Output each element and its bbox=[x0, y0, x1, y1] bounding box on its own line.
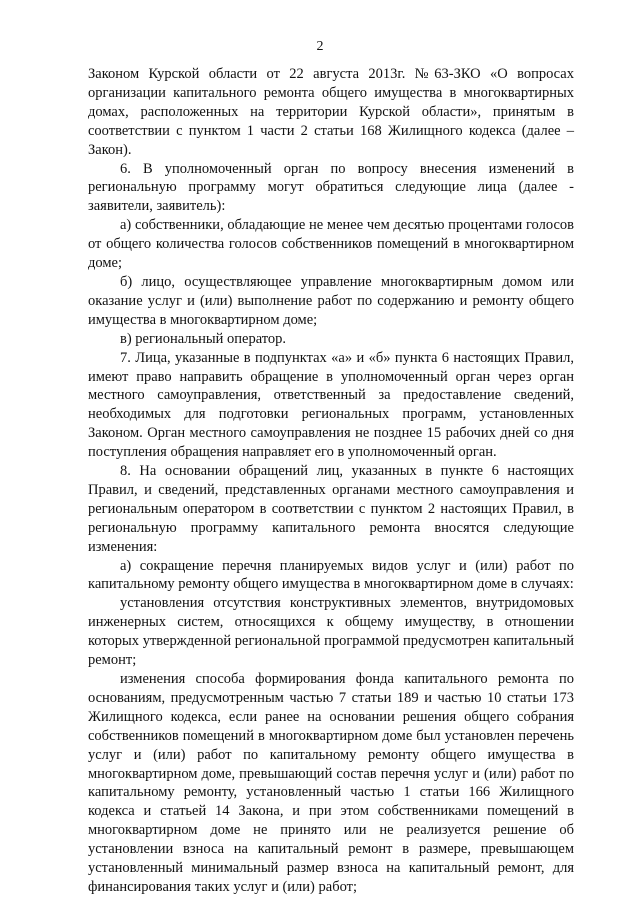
paragraph-item-8a: а) сокращение перечня планируемых видов услуг и (или) работ по капитальному ремонту общего имущества в многоквартирном доме в случаях: bbox=[88, 557, 574, 593]
paragraph-item-6: 6. В уполномоченный орган по вопросу внесения изменений в региональную программу могут обратиться следующие лица (далее - заявители, заявитель): bbox=[88, 160, 574, 215]
paragraph-item-7: 7. Лица, указанные в подпунктах «а» и «б» пункта 6 настоящих Правил, имеют право направить обращение в уполномоченный орган через орган местного самоуправления, ответственный за предоставление сведений, необходимых для подготовки региональных программ, установленных Законом. Орган местного самоуправления не позднее 15 рабочих дней со дня поступления обращения направляет его в уполномоченный орган. bbox=[88, 349, 574, 461]
paragraph-law-reference: Законом Курской области от 22 августа 2013г. №63-ЗКО «О вопросах организации капитального ремонта общего имущества в многоквартирных домах, расположенных на территории Курской области», принятым в соответствии с пунктом 1 части 2 статьи 168 Жилищного кодекса (далее – Закон). bbox=[88, 66, 574, 158]
paragraph-item-6b: б) лицо, осуществляющее управление многоквартирным домом или оказание услуг и (или) выполнение работ по содержанию и ремонту общего имущества в многоквартирном доме; bbox=[88, 273, 574, 328]
paragraph-item-6a: а) собственники, обладающие не менее чем десятью процентами голосов от общего количества голосов собственников помещений в многоквартирном доме; bbox=[88, 217, 574, 272]
paragraph-case-fund-change: изменения способа формирования фонда капитального ремонта по основаниям, предусмотренным частью 7 статьи 189 и частью 10 статьи 173 Жилищного кодекса, если ранее на основании решения общего собрания собственников помещений в многоквартирном доме был установлен перечень услуг и (или) работ по капитальному ремонту общего имущества в многоквартирном доме, превышающий состав перечня услуг и (или) работ по капитальному ремонту, установленный частью 1 статьи 166 Жилищного кодекса и статьей 14 Закона, и при этом собственниками помещений в многоквартирном доме не принято или не реализуется решение об установлении взноса на капитальный ремонт в размере, превышающем установленный минимальный размер взноса на капитальный ремонт, для финансирования таких услуг и (или) работ; bbox=[88, 671, 574, 895]
paragraph-case-missing-elements: установления отсутствия конструктивных элементов, внутридомовых инженерных систем, относящихся к общему имуществу, в отношении которых утвержденной региональной программой предусмотрен капитальный ремонт; bbox=[88, 595, 574, 669]
paragraph-item-8: 8. На основании обращений лиц, указанных в пункте 6 настоящих Правил, и сведений, представленных органами местного самоуправления и региональным оператором в соответствии с пунктом 2 настоящих Правил, в региональную программу капитального ремонта вносятся следующие изменения: bbox=[88, 463, 574, 555]
document-body bbox=[88, 65, 574, 897]
paragraph-item-6v: в) региональный оператор. bbox=[120, 330, 287, 347]
page-number: 2 bbox=[316, 39, 324, 54]
